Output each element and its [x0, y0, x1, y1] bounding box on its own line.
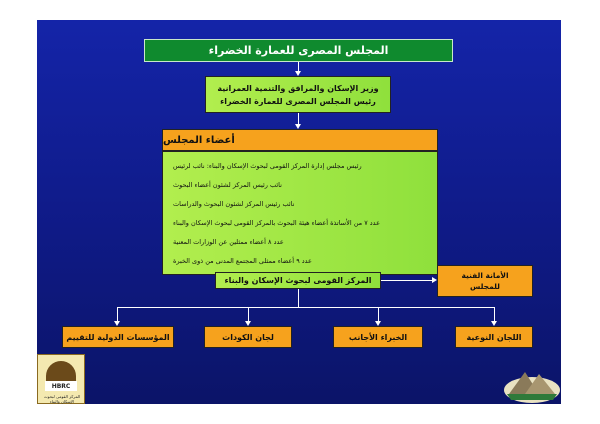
member-item: عدد ٧ من الأساتذة أعضاء هيئة البحوث بالمركز القومى لبحوث الإسكان والبناء — [173, 218, 380, 227]
research-center-label: المركز القومى لبحوث الإسكان والبناء — [224, 276, 372, 285]
foreign-experts-box — [333, 326, 423, 348]
council-title-box — [144, 39, 453, 62]
connector-drop-2 — [248, 307, 249, 321]
bottom-box-label: المؤسسات الدولية للتقييم — [66, 332, 170, 342]
minister-line-1: وزير الإسكان والمرافق والتنمية العمرانية — [217, 83, 379, 93]
international-evaluation-box — [62, 326, 174, 348]
member-item: عدد ٨ أعضاء ممثلين عن الوزارات المعنية — [173, 237, 284, 246]
secretariat-box — [437, 265, 533, 297]
members-list — [162, 151, 438, 275]
member-item: رئيس مجلس إدارة المركز القومى لبحوث الإسكان والبناء: نائب لرئيس — [173, 161, 362, 170]
ground-icon — [507, 394, 557, 400]
pyramids-logo — [503, 360, 561, 404]
bottom-box-label: لجان الكودات — [222, 332, 274, 342]
secretariat-line-2: للمجلس — [470, 282, 500, 291]
minister-box — [205, 76, 391, 113]
connector-horizontal-bus — [117, 307, 495, 308]
connector-drop-4 — [494, 307, 495, 321]
bottom-box-label: الخبراء الأجانب — [348, 332, 408, 342]
connector-drop-3 — [378, 307, 379, 321]
minister-line-2: رئيس المجلس المصرى للعمارة الخضراء — [220, 96, 376, 106]
connector-drop-1 — [117, 307, 118, 321]
codes-committees-box — [204, 326, 292, 348]
research-center-box — [215, 272, 381, 289]
specialized-committees-box — [455, 326, 533, 348]
member-item: نائب رئيس المركز لشئون أعضاء البحوث — [173, 180, 282, 189]
member-item: عدد ٩ أعضاء ممثلى المجتمع المدنى من ذوى الخبرة — [173, 256, 312, 265]
connector-center-down — [298, 289, 299, 307]
member-item: نائب رئيس المركز لشئون البحوث والدراسات — [173, 199, 295, 208]
secretariat-line-1: الأمانة الفنية — [461, 271, 509, 280]
hbrc-logo-caption: المركز القومى لبحوث الإسكان والبناء — [43, 394, 81, 404]
connector-center-secretariat — [381, 280, 435, 281]
council-title: المجلس المصرى للعمارة الخضراء — [208, 44, 389, 57]
connector-title-minister — [298, 62, 299, 71]
members-header: أعضاء المجلس — [163, 134, 235, 146]
hbrc-badge: HBRC — [45, 381, 77, 391]
connector-minister-members — [298, 113, 299, 124]
members-header-box — [162, 129, 438, 151]
bottom-box-label: اللجان النوعية — [466, 332, 522, 342]
slide-background — [37, 20, 561, 404]
hbrc-logo — [37, 354, 85, 404]
